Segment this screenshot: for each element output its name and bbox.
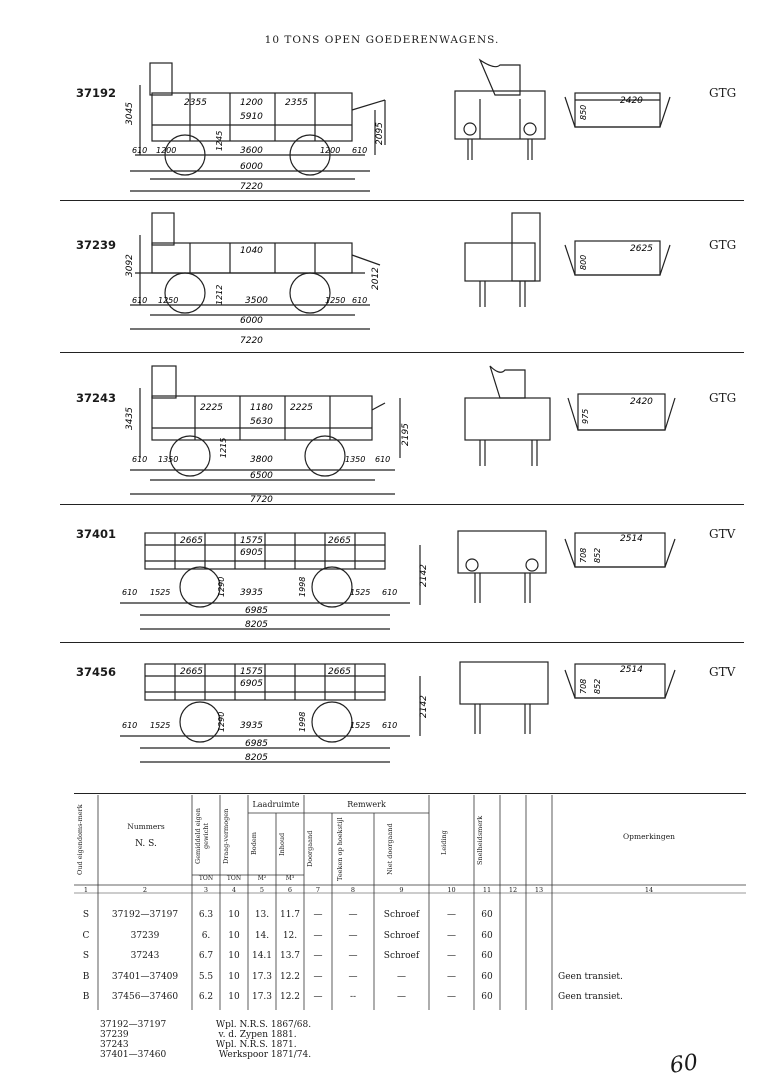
dim-end-h2: 800	[579, 254, 588, 270]
header-bodem: Bodem	[250, 832, 258, 856]
cell-nummers: 37456—37460	[111, 992, 179, 1002]
cell-nummers: 37239	[130, 930, 160, 941]
cell-bodem: 17.3	[251, 971, 273, 982]
cell-bodem: 14.1	[251, 951, 273, 961]
brake-hut	[150, 63, 172, 95]
cell-inhoud: 12.2	[279, 971, 301, 982]
dim-total: 8205	[245, 620, 268, 630]
cell-mark: B	[82, 971, 90, 982]
wagon-drawing-37456	[100, 652, 700, 777]
cell-inhoud: 12.	[282, 930, 298, 941]
cell-niet: Schroef	[383, 910, 420, 920]
cell-mark: C	[82, 930, 90, 941]
dim-top-left: 2225	[200, 403, 223, 413]
dim-axle: 3800	[250, 455, 273, 465]
col-number: 8	[350, 886, 356, 894]
cell-niet: —	[397, 992, 406, 1002]
table-top-rule	[74, 793, 746, 794]
unit-ton: TON	[198, 875, 214, 882]
col-number: 14	[644, 886, 654, 894]
dim-wheel-h: 1290	[217, 576, 226, 597]
cell-door: —	[313, 930, 323, 941]
dim-end-h: 2142	[419, 564, 429, 587]
wagon-type: GTV	[709, 665, 736, 679]
cell-door: —	[313, 910, 323, 920]
cell-teeken: --	[349, 992, 357, 1002]
wagon-type: GTV	[709, 527, 736, 541]
header-opmerkingen: Opmerkingen	[623, 832, 675, 841]
dim-end-h3: 852	[593, 678, 602, 694]
dim-side-l: 1250	[158, 296, 179, 305]
page-number: 60	[668, 1050, 700, 1079]
header-remwerk: Remwerk	[347, 800, 386, 809]
dim-buf-l: 610	[132, 146, 148, 155]
dim-axle: 3935	[240, 588, 263, 598]
dim-inner: 5630	[250, 417, 273, 427]
dim-side-r: 1525	[350, 721, 371, 730]
footnote: 37401—37460 Werkspoor 1871/74.	[100, 1050, 312, 1060]
cell-door: —	[313, 951, 323, 961]
dim-buf-r: 610	[382, 588, 398, 597]
wagon-type: GTG	[709, 86, 737, 100]
section-separator	[60, 642, 744, 643]
dim-side-r: 1200	[320, 146, 341, 155]
cell-niet: Schroef	[383, 951, 420, 961]
wagon-type: GTG	[709, 238, 737, 252]
dim-buf-r: 610	[352, 296, 368, 305]
col-number: 4	[231, 886, 237, 894]
header-leiding: Leiding	[440, 830, 448, 856]
cell-opm: Geen transiet.	[558, 971, 623, 982]
cell-nummers: 37243	[130, 951, 160, 961]
cell-leiding: —	[447, 992, 456, 1002]
dim-end-h2: 975	[581, 408, 590, 424]
dim-end-w: 2420	[620, 96, 643, 106]
wagon-drawing-37239	[100, 205, 700, 350]
dim-buf-r: 610	[382, 721, 398, 730]
dim-side-r: 1350	[345, 455, 366, 464]
cell-nummers: 37401—37409	[111, 971, 179, 982]
dim-side-l: 1525	[150, 721, 171, 730]
cell-niet: Schroef	[383, 930, 420, 941]
dim-end-h2: 850	[579, 104, 588, 120]
dim-end-w: 2514	[620, 534, 643, 544]
cell-snel: 60	[481, 930, 493, 941]
dim-total: 7220	[240, 182, 263, 192]
cell-mark: B	[82, 992, 90, 1002]
dim-side-l: 1200	[156, 146, 177, 155]
dim-axle: 3935	[240, 721, 263, 731]
wagon-number: 37456	[76, 665, 117, 679]
col-number: 13	[534, 886, 544, 894]
footnote: 37239 v. d. Zypen 1881.	[100, 1030, 297, 1040]
header-ns: N. S.	[135, 839, 157, 849]
cell-leiding: —	[447, 951, 456, 961]
header-niet-doorgaand: Niet doorgaand	[386, 823, 394, 875]
cell-leiding: —	[447, 930, 456, 941]
cell-draag: 10	[228, 971, 240, 982]
wagon-type: GTG	[709, 391, 737, 405]
col-number: 10	[447, 886, 456, 894]
cell-niet: —	[397, 971, 406, 982]
dim-end-h: 2142	[419, 695, 429, 718]
header-gemiddeld: Gemiddeld eigen gewicht	[194, 808, 210, 864]
dim-top-left: 2355	[184, 98, 207, 108]
dim-top-right: 2665	[328, 667, 351, 677]
unit-ton: TON	[226, 875, 242, 882]
dim-total: 8205	[245, 753, 268, 763]
dim-top-left: 2665	[180, 667, 203, 677]
cell-bodem: 14.	[254, 930, 270, 941]
dim-axle: 3600	[240, 146, 263, 156]
section-separator	[60, 504, 744, 505]
wagon-number: 37401	[76, 527, 117, 541]
dim-frame: 6985	[245, 606, 268, 616]
wagon-number: 37239	[76, 238, 117, 252]
section-separator	[60, 352, 744, 353]
unit-m2: M²	[257, 875, 267, 882]
cell-gewicht: 6.7	[198, 951, 214, 961]
dim-inner: 6905	[240, 548, 263, 558]
dim-wheel-h: 1290	[217, 711, 226, 732]
cell-inhoud: 13.7	[279, 951, 301, 961]
col-number: 6	[287, 886, 293, 894]
section-separator	[60, 200, 744, 201]
page-title: 10 TONS OPEN GOEDERENWAGENS.	[264, 34, 500, 46]
dim-mid-h: 1998	[298, 576, 307, 597]
cell-draag: 10	[228, 910, 240, 920]
col-number: 11	[482, 886, 492, 894]
dim-top-mid: 1200	[240, 98, 263, 108]
dim-buf-l: 610	[132, 296, 148, 305]
cell-snel: 60	[481, 951, 493, 961]
dim-total: 7720	[250, 495, 273, 505]
wagon-drawing-37192	[100, 55, 700, 200]
cell-draag: 10	[228, 992, 240, 1002]
header-nummers: Nummers	[127, 822, 165, 831]
footnote-list	[100, 1020, 311, 1060]
dim-height: 3092	[125, 254, 135, 277]
cell-teeken: —	[348, 951, 358, 961]
dim-end-w: 2514	[620, 665, 643, 675]
dim-mid-h: 1998	[298, 711, 307, 732]
col-number: 1	[83, 886, 89, 894]
footnote: 37243 Wpl. N.R.S. 1871.	[100, 1040, 297, 1050]
cell-mark: S	[82, 951, 90, 961]
cell-snel: 60	[481, 910, 493, 920]
dim-wheel-h: 1212	[215, 284, 224, 305]
col-number: 9	[399, 886, 404, 894]
dim-top-left: 2665	[180, 536, 203, 546]
dim-buf-l: 610	[122, 721, 138, 730]
dim-end-w: 2625	[630, 244, 653, 254]
dim-frame: 6000	[240, 162, 263, 172]
col-number: 3	[203, 886, 209, 894]
dim-wheel-h: 1215	[219, 437, 228, 458]
dim-end-w: 2420	[630, 397, 653, 407]
dim-height: 3045	[125, 102, 135, 125]
header-oud-eigendomsmerk: Oud eigendoms-merk	[76, 804, 84, 876]
dim-end-h2: 708	[579, 678, 588, 694]
dim-top-mid: 1040	[240, 246, 263, 256]
dim-inner: 5910	[240, 112, 263, 122]
cell-inhoud: 11.7	[279, 910, 301, 920]
cell-draag: 10	[228, 951, 240, 961]
cell-leiding: —	[447, 910, 456, 920]
unit-m3: M³	[285, 875, 295, 882]
header-snelheidsmerk: Snelheidsmerk	[476, 815, 484, 865]
cell-leiding: —	[447, 971, 456, 982]
cell-nummers: 37192—37197	[111, 910, 179, 920]
cell-gewicht: 5.5	[198, 971, 214, 982]
dim-top-mid: 1575	[240, 536, 263, 546]
dim-axle: 3500	[245, 296, 268, 306]
cell-door: —	[313, 971, 323, 982]
dim-side-l: 1525	[150, 588, 171, 597]
header-draagvermogen: Draag-vermogen	[222, 808, 230, 864]
header-laadruimte: Laadruimte	[252, 800, 300, 809]
cell-inhoud: 12.2	[279, 992, 301, 1002]
dim-inner: 6905	[240, 679, 263, 689]
cell-teeken: —	[348, 910, 358, 920]
cell-snel: 60	[481, 992, 493, 1002]
dim-frame: 6000	[240, 316, 263, 326]
dim-side-r: 1250	[325, 296, 346, 305]
dim-end-h3: 852	[593, 547, 602, 563]
cell-gewicht: 6.	[201, 930, 211, 941]
dim-buf-r: 610	[352, 146, 368, 155]
dim-top-mid: 1180	[250, 403, 273, 413]
cell-draag: 10	[228, 930, 240, 941]
dim-frame: 6500	[250, 471, 273, 481]
dim-side-l: 1350	[158, 455, 179, 464]
dim-buf-l: 610	[132, 455, 148, 464]
dim-total: 7220	[240, 336, 263, 346]
dim-end-h: 2012	[371, 267, 381, 290]
col-number: 2	[142, 886, 148, 894]
dim-top-mid: 1575	[240, 667, 263, 677]
dim-top-right: 2665	[328, 536, 351, 546]
dim-wheel-h: 1245	[215, 130, 224, 151]
cell-opm: Geen transiet.	[558, 992, 623, 1002]
wagon-drawing-37243	[100, 358, 700, 508]
header-doorgaand: Doorgaand	[306, 830, 314, 868]
dim-end-h: 2095	[375, 122, 385, 145]
cell-bodem: 13.	[254, 910, 270, 920]
wagon-number: 37192	[76, 86, 117, 100]
dim-end-h: 2195	[401, 423, 411, 446]
dim-buf-l: 610	[122, 588, 138, 597]
col-number: 12	[508, 886, 518, 894]
footnote: 37192—37197 Wpl. N.R.S. 1867/68.	[100, 1020, 312, 1030]
dim-frame: 6985	[245, 739, 268, 749]
cell-teeken: —	[348, 930, 358, 941]
cell-gewicht: 6.3	[198, 910, 214, 920]
cell-mark: S	[82, 910, 90, 920]
dim-side-r: 1525	[350, 588, 371, 597]
header-inhoud: Inhoud	[278, 832, 286, 856]
dim-top-right: 2225	[290, 403, 313, 413]
cell-teeken: —	[348, 971, 358, 982]
cell-snel: 60	[481, 971, 493, 982]
dim-height: 3435	[125, 407, 135, 430]
wagon-drawing-37401	[100, 515, 700, 640]
col-number: 7	[315, 886, 321, 894]
col-number: 5	[259, 886, 265, 894]
wagon-number: 37243	[76, 391, 117, 405]
cell-gewicht: 6.2	[198, 992, 214, 1002]
dim-buf-r: 610	[375, 455, 391, 464]
dim-end-h2: 708	[579, 547, 588, 563]
cell-door: —	[313, 992, 323, 1002]
header-teeken: Teeken op hoekstijl	[336, 817, 344, 881]
dim-top-right: 2355	[285, 98, 308, 108]
cell-bodem: 17.3	[251, 992, 273, 1002]
